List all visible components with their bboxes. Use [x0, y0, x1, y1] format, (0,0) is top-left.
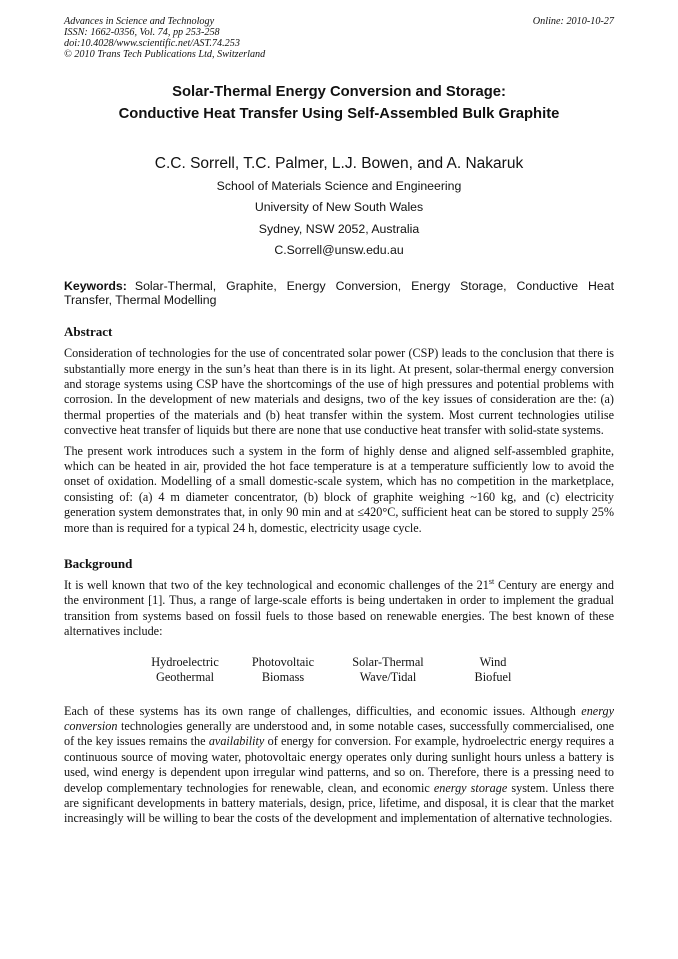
- alternatives-list: [64, 655, 614, 686]
- alternative-item: Solar-Thermal: [352, 654, 424, 669]
- abstract-paragraph-1: Consideration of technologies for the use of concentrated solar power (CSP) leads to the conclusion that there is substantially more energy in the sun’s heat than there is in its light. At present, solar-thermal energy conversion and storage systems using CSP have the shortcomings of the use of high pressures and potential problems with corrosion. In the development of new materials and designs, two of the key issues of consideration are the: (a) thermal properties of the materials and (b) heat transfer within the system. Most current technologies utilise convective heat transfer of liquids but there are none that use conductive heat transfer with solid-state systems.: [64, 346, 614, 438]
- paper-title: [64, 81, 614, 125]
- online-date: Online: 2010-10-27: [532, 16, 614, 27]
- alternative-item: Photovoltaic: [251, 654, 315, 669]
- journal-name: Advances in Science and Technology: [64, 16, 215, 27]
- emphasis-availability: availability: [208, 734, 265, 749]
- background-p1-text: It is well known that two of the key technological and economic challenges of the 21: [64, 578, 489, 593]
- emphasis-energy-storage: energy storage: [433, 780, 508, 795]
- alternative-item: Wind: [479, 654, 507, 669]
- alternative-item: Biofuel: [474, 670, 512, 685]
- ordinal-superscript: st: [488, 577, 495, 587]
- author-list: C.C. Sorrell, T.C. Palmer, L.J. Bowen, and A. Nakaruk: [154, 155, 524, 172]
- background-p1-text-cont: Century are energy and the environment [1]. Thus, a range of large-scale efforts is being undertaken in order to implement the gradual transition from systems based on fossil fuels to those based on renewable energies. The best known of these alternatives include:: [64, 578, 614, 639]
- background-p2-text-3: of energy for conversion. For example, hydroelectric energy requires a continuous source of moving water, photovoltaic energy operates only during sunlight hours unless a battery is used, wind energy is dependent upon irregular wind patterns, and so on. Therefore, there is a pressing need to develop complementary technologies for renewable, clean, and economic: [64, 734, 614, 795]
- copyright-line: © 2010 Trans Tech Publications Ltd, Switzerland: [64, 49, 266, 60]
- affiliation-school: School of Materials Science and Engineering: [216, 179, 462, 193]
- emphasis-energy-conversion: energy conversion: [64, 703, 614, 733]
- title-line-2: Conductive Heat Transfer Using Self-Assembled Bulk Graphite: [118, 106, 560, 122]
- alternative-item: Geothermal: [155, 670, 215, 685]
- issn-line: ISSN: 1662-0356, Vol. 74, pp 253-258: [64, 27, 220, 38]
- affiliation-university: University of New South Wales: [254, 200, 424, 215]
- keywords-label: Keywords:: [64, 279, 127, 294]
- contact-email: C.Sorrell@unsw.edu.au: [274, 242, 404, 257]
- alternative-item: Wave/Tidal: [359, 670, 417, 685]
- background-paragraph-1: [64, 578, 614, 640]
- keywords: [64, 279, 614, 307]
- background-paragraph-2: [64, 704, 614, 827]
- paper-page: [64, 0, 614, 827]
- background-p2-text: Each of these systems has its own range of challenges, difficulties, and economic issues. Although: [64, 703, 582, 718]
- affiliation-city: Sydney, NSW 2052, Australia: [258, 221, 420, 236]
- journal-header: [64, 16, 614, 60]
- abstract-paragraph-2: The present work introduces such a system in the form of highly dense and aligned self-assembled graphite, which can be heated in air, provided the hot face temperature is at a temperature sufficiently low to avoid the onset of oxidation. Modelling of a small domestic-scale system, which has no competition in the marketplace, consisting of: (a) 4 m diameter concentrator, (b) block of graphite weighing ~160 kg, and (c) electricity generation system demonstrates that, in only 90 min and at ≤420°C, sufficient heat can be stored to supply 25% more than is required for a typical 24 h, domestic, electricity usage cycle.: [64, 443, 614, 535]
- abstract-heading: Abstract: [64, 324, 113, 340]
- keywords-text: Solar-Thermal, Graphite, Energy Conversion, Energy Storage, Conductive Heat Transfer, Thermal Modelling: [64, 279, 614, 308]
- doi-line: doi:10.4028/www.scientific.net/AST.74.253: [64, 38, 240, 49]
- background-heading: Background: [64, 556, 133, 572]
- title-line-1: Solar-Thermal Energy Conversion and Storage:: [172, 84, 506, 100]
- alternative-item: Biomass: [261, 670, 305, 685]
- background-p2-text-4: system. Unless there are significant developments in battery materials, design, price, lifetime, and disposal, it is clear that the market increasingly will be willing to bear the costs of the development and implementation of alternative technologies.: [64, 780, 614, 826]
- affiliation: [64, 176, 614, 261]
- background-p2-text-2: technologies generally are understood and, in some notable cases, successfully commercialised, one of the key issues remains the: [64, 718, 614, 749]
- alternative-item: Hydroelectric: [151, 654, 219, 669]
